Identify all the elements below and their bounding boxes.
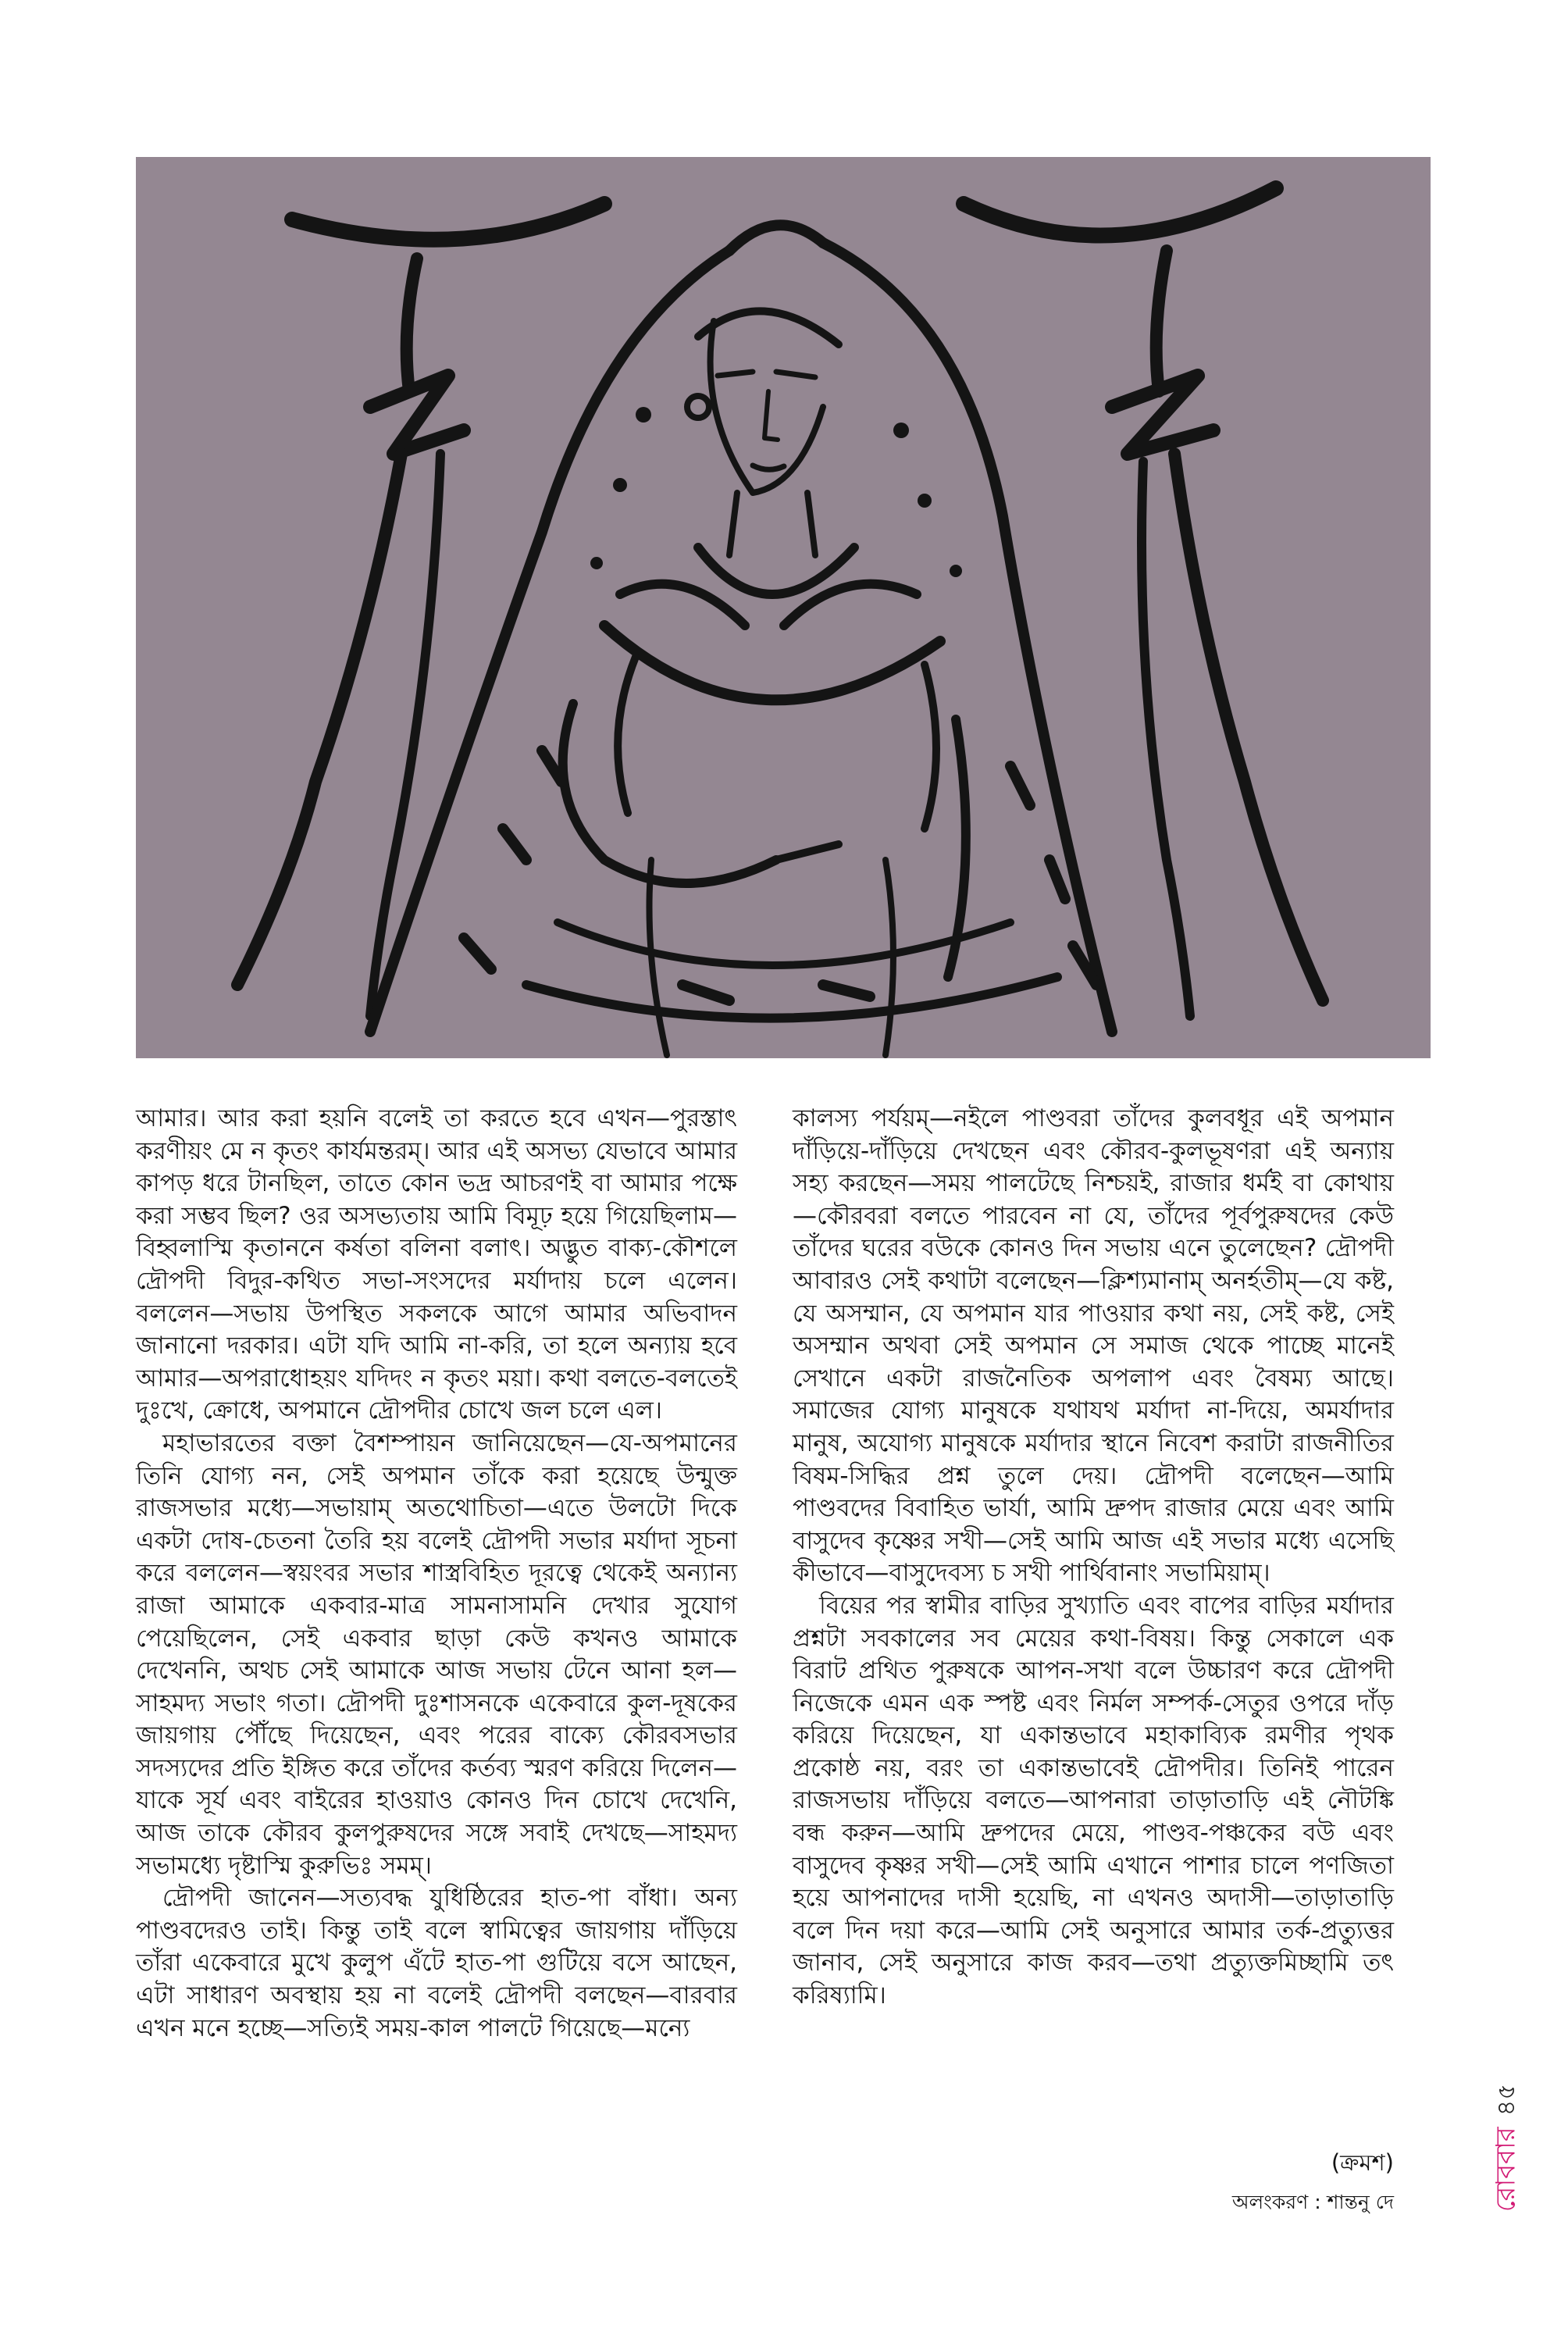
body-paragraph: আমার। আর করা হয়নি বলেই তা করতে হবে এখন—পুরস্তাৎ করণীয়ং মে ন কৃতং কার্যমন্তরম্। আর এই অসভ্য যেভাবে আমার কাপড় ধরে টানছিল, তাতে কোন ভদ্র আচরণই বা আমার পক্ষে করা সম্ভব ছিল? ওর অসভ্যতায় আমি বিমূঢ় হয়ে গিয়েছিলাম—বিহ্বলাস্মি কৃতাননে কর্ষতা বলিনা বলাৎ। অদ্ভুত বাক্য-কৌশলে দ্রৌপদী বিদুর-কথিত সভা-সংসদের মর্যাদায় চলে এলেন। বললেন—সভায় উপস্থিত সকলকে আগে আমার অভিবাদন জানানো দরকার। এটা যদি আমি না-করি, তা হলে অন্যায় হবে আমার—অপরাধোহয়ং যদিদং ন কৃতং ময়া। কথা বলতে-বলতেই দুঃখে, ক্রোধে, অপমানে দ্রৌপদীর চোখে জল চলে এল। (136, 1104, 737, 1425)
body-paragraph: বিয়ের পর স্বামীর বাড়ির সুখ্যাতি এবং বাপের বাড়ির মর্যাদার প্রশ্নটা সবকালের সব মেয়ের কথা-বিষয়। কিন্তু সেকালে এক বিরাট প্রথিত পুরুষকে আপন-সখা বলে উচ্চারণ করে দ্রৌপদী নিজেকে এমন এক স্পষ্ট এবং নির্মল সম্পর্ক-সেতুর ওপরে দাঁড় করিয়ে দিয়েছেন, যা একান্তভাবে মহাকাব্যিক রমণীর পৃথক প্রকোষ্ঠ নয়, বরং তা একান্তভাবেই দ্রৌপদীর। তিনিই পারেন রাজসভায় দাঁড়িয়ে বলতে—আপনারা তাড়াতাড়ি এই নৌটঙ্কি বন্ধ করুন—আমি দ্রুপদের মেয়ে, পাণ্ডব-পঞ্চকের বউ এবং বাসুদেব কৃষ্ণর সখী—সেই আমি এখানে পাশার চালে পণজিতা হয়ে আপনাদের দাসী হয়েছি, না এখনও অদাসী—তাড়াতাড়ি বলে দিন দয়া করে—আমি সেই অনুসারে আমার তর্ক-প্রত্যুত্তর জানাব, সেই অনুসারে কাজ করব—তথা প্রত্যুক্তমিচ্ছামি তৎ করিষ্যামি। (793, 1591, 1394, 2010)
body-paragraph: মহাভারতের বক্তা বৈশম্পায়ন জানিয়েছেন—যে-অপমানের তিনি যোগ্য নন, সেই অপমান তাঁকে করা হয়েছে উন্মুক্ত রাজসভার মধ্যে—সভায়াম্ অতথোচিতা—এতে উলটো দিকে একটা দোষ-চেতনা তৈরি হয় বলেই দ্রৌপদী সভার মর্যাদা সূচনা করে বললেন—স্বয়ংবর সভার শাস্ত্রবিহিত দূরত্বে থেকেই অন্যান্য রাজা আমাকে একবার-মাত্র সামনাসামনি দেখার সুযোগ পেয়েছিলেন, সেই একবার ছাড়া কেউ কখনও আমাকে দেখেননি, অথচ সেই আমাকে আজ সভায় টেনে আনা হল—সাহমদ্য সভাং গতা। দ্রৌপদী দুঃশাসনকে একেবারে কুল-দূষকের জায়গায় পৌঁছে দিয়েছেন, এবং পরের বাক্যে কৌরবসভার সদস্যদের প্রতি ইঙ্গিত করে তাঁদের কর্তব্য স্মরণ করিয়ে দিলেন—যাকে সূর্য এবং বাইরের হাওয়াও কোনও দিন চোখে দেখেনি, আজ তাকে কৌরব কুলপুরুষদের সঙ্গে সবাই দেখছে—সাহমদ্য সভামধ্যে দৃষ্টাস্মি কুরুভিঃ সমম্। (136, 1428, 737, 1880)
illustration-credit: অলংকরণ : শান্তনু দে (1231, 2191, 1394, 2213)
body-paragraph: দ্রৌপদী জানেন—সত্যবদ্ধ যুধিষ্ঠিরের হাত-পা বাঁধা। অন্য পাণ্ডবদেরও তাই। কিন্তু তাই বলে স্বামিত্বের জায়গায় দাঁড়িয়ে তাঁরা একেবারে মুখে কুলুপ এঁটে হাত-পা গুটিয়ে বসে আছেন, এটা সাধারণ অবস্থায় হয় না বলেই দ্রৌপদী বলছেন—বারবার এখন মনে হচ্ছে—সত্যিই সময়-কাল পালটে গিয়েছে—মন্যে (136, 1884, 737, 2042)
continued-label: (ক্রমশ) (1331, 2149, 1394, 2176)
illustration (136, 157, 1431, 1058)
page-number: ৪৫ (1491, 2083, 1521, 2116)
page-folio (1488, 2023, 1528, 2273)
draupadi-illustration-icon (136, 157, 1431, 1058)
right-text-column (793, 1103, 1394, 2013)
magazine-name: রোববার (1490, 2127, 1522, 2213)
left-text-column (136, 1103, 737, 2045)
body-paragraph: কালস্য পর্যয়ম্—নইলে পাণ্ডবরা তাঁদের কুলবধূর এই অপমান দাঁড়িয়ে-দাঁড়িয়ে দেখছেন এবং কৌরব-কুলভূষণরা এই অন্যায় সহ্য করছেন—সময় পালটেছে নিশ্চয়ই, রাজার ধর্মই বা কোথায়—কৌরবরা বলতে পারবেন না যে, তাঁদের পূর্বপুরুষদের কেউ তাঁদের ঘরের বউকে কোনও দিন সভায় এনে তুলেছেন? দ্রৌপদী আবারও সেই কথাটা বলেছেন—ক্লিশ্যমানাম্ অনর্হতীম্—যে কষ্ট, যে অসম্মান, যে অপমান যার পাওয়ার কথা নয়, সেই কষ্ট, সেই অসম্মান অথবা সেই অপমান সে সমাজ থেকে পাচ্ছে মানেই সেখানে একটা রাজনৈতিক অপলাপ এবং বৈষম্য আছে। সমাজের যোগ্য মানুষকে যথাযথ মর্যাদা না-দিয়ে, অমর্যাদার মানুষ, অযোগ্য মানুষকে মর্যাদার স্থানে নিবেশ করাটা রাজনীতির বিষম-সিদ্ধির প্রশ্ন তুলে দেয়। দ্রৌপদী বলেছেন—আমি পাণ্ডবদের বিবাহিত ভার্যা, আমি দ্রুপদ রাজার মেয়ে এবং আমি বাসুদেব কৃষ্ণের সখী—সেই আমি আজ এই সভার মধ্যে এসেছি কীভাবে—বাসুদেবস্য চ সখী পার্থিবানাং সভামিয়াম্। (793, 1104, 1394, 1588)
